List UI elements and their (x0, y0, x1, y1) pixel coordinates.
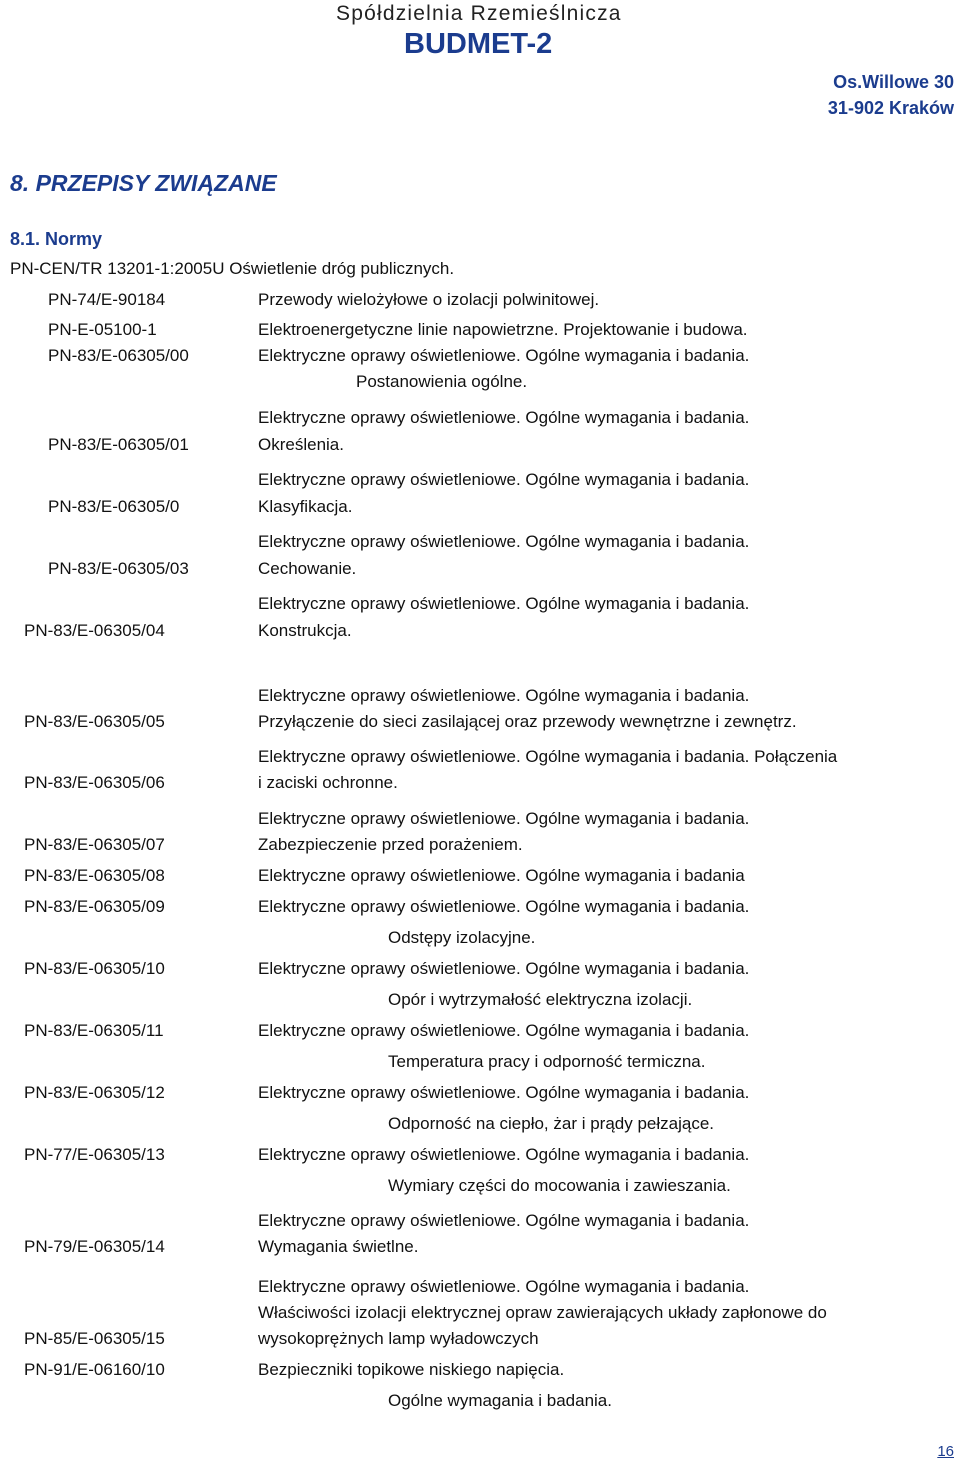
standard-desc: Opór i wytrzymałość elektryczna izolacji. (388, 990, 693, 1009)
standard-desc: wysokoprężnych lamp wyładowczych (258, 1329, 539, 1348)
standard-desc: i zaciski ochronne. (258, 773, 398, 792)
address-street: Os.Willowe 30 (833, 72, 954, 92)
standard-code: PN-E-05100-1 (48, 320, 157, 339)
standard-desc: Ogólne wymagania i badania. (388, 1391, 612, 1410)
standard-desc: Cechowanie. (258, 559, 357, 578)
standard-desc: Elektryczne oprawy oświetleniowe. Ogólne wymagania i badania. (258, 1021, 750, 1040)
standard-desc: Odporność na ciepło, żar i prądy pełzające. (388, 1114, 715, 1133)
subsection-title: 8.1. Normy (10, 229, 103, 249)
section-title: 8. PRZEPISY ZWIĄZANE (10, 170, 277, 196)
standard-desc: Elektroenergetyczne linie napowietrzne. Projektowanie i budowa. (258, 320, 748, 339)
standard-desc: Właściwości izolacji elektrycznej opraw zawierających układy zapłonowe do (258, 1303, 827, 1322)
standard-desc: Elektryczne oprawy oświetleniowe. Ogólne wymagania i badania. (258, 594, 750, 613)
standard-desc: Elektryczne oprawy oświetleniowe. Ogólne wymagania i badania. (258, 897, 750, 916)
standard-desc: Konstrukcja. (258, 621, 352, 640)
standard-code: PN-74/E-90184 (48, 290, 166, 309)
standard-code: PN-91/E-06160/10 (24, 1360, 165, 1379)
standard-code: PN-83/E-06305/01 (48, 435, 189, 454)
standard-desc: Elektryczne oprawy oświetleniowe. Ogólne wymagania i badania (258, 866, 745, 885)
standard-desc: Temperatura pracy i odporność termiczna. (388, 1052, 706, 1071)
standard-code: PN-83/E-06305/12 (24, 1083, 165, 1102)
standard-desc: Wymiary części do mocowania i zawieszania. (388, 1176, 731, 1195)
standard-desc: Postanowienia ogólne. (356, 372, 528, 391)
standard-desc: Elektryczne oprawy oświetleniowe. Ogólne wymagania i badania. (258, 1211, 750, 1230)
standard-desc: Określenia. (258, 435, 344, 454)
standard-desc: Zabezpieczenie przed porażeniem. (258, 835, 523, 854)
company-name: Spółdzielnia Rzemieślnicza (336, 2, 622, 25)
address-city: 31-902 Kraków (827, 98, 954, 118)
standard-desc: Elektryczne oprawy oświetleniowe. Ogólne wymagania i badania. (258, 686, 750, 705)
standard-desc: Elektryczne oprawy oświetleniowe. Ogólne wymagania i badania. (258, 1145, 750, 1164)
standard-desc: Elektryczne oprawy oświetleniowe. Ogólne wymagania i badania. (258, 408, 750, 427)
standard-desc: Elektryczne oprawy oświetleniowe. Ogólne wymagania i badania. (258, 959, 750, 978)
standard-desc: Przyłączenie do sieci zasilającej oraz przewody wewnętrzne i zewnętrz. (258, 712, 797, 731)
standard-code: PN-79/E-06305/14 (24, 1237, 165, 1256)
page-number: 16 (937, 1443, 954, 1460)
company-brand: BUDMET-2 (404, 28, 553, 60)
standard-desc: Elektryczne oprawy oświetleniowe. Ogólne wymagania i badania. (258, 470, 750, 489)
standard-code: PN-83/E-06305/11 (24, 1021, 164, 1040)
standard-code: PN-83/E-06305/07 (24, 835, 165, 854)
standard-desc: Wymagania świetlne. (258, 1237, 419, 1256)
standard-line: PN-CEN/TR 13201-1:2005U Oświetlenie dróg publicznych. (10, 259, 455, 278)
standard-code: PN-83/E-06305/05 (24, 712, 165, 731)
standard-desc: Przewody wielożyłowe o izolacji polwinitowej. (258, 290, 600, 309)
standard-desc: Odstępy izolacyjne. (388, 928, 536, 947)
standard-desc: Elektryczne oprawy oświetleniowe. Ogólne wymagania i badania. (258, 532, 750, 551)
standard-desc: Bezpieczniki topikowe niskiego napięcia. (258, 1360, 565, 1379)
standard-desc: Elektryczne oprawy oświetleniowe. Ogólne wymagania i badania. (258, 346, 750, 365)
standard-desc: Klasyfikacja. (258, 497, 353, 516)
standard-code: PN-83/E-06305/09 (24, 897, 165, 916)
standard-code: PN-83/E-06305/08 (24, 866, 165, 885)
standard-code: PN-83/E-06305/00 (48, 346, 189, 365)
standard-code: PN-85/E-06305/15 (24, 1329, 165, 1348)
standard-desc: Elektryczne oprawy oświetleniowe. Ogólne wymagania i badania. (258, 1083, 750, 1102)
standard-code: PN-83/E-06305/04 (24, 621, 165, 640)
standard-code: PN-83/E-06305/06 (24, 773, 165, 792)
standard-desc: Elektryczne oprawy oświetleniowe. Ogólne wymagania i badania. Połączenia (258, 747, 838, 766)
standard-code: PN-83/E-06305/10 (24, 959, 165, 978)
standard-desc: Elektryczne oprawy oświetleniowe. Ogólne wymagania i badania. (258, 809, 750, 828)
standard-code: PN-77/E-06305/13 (24, 1145, 165, 1164)
standard-code: PN-83/E-06305/03 (48, 559, 189, 578)
standard-desc: Elektryczne oprawy oświetleniowe. Ogólne wymagania i badania. (258, 1277, 750, 1296)
standard-code: PN-83/E-06305/0 (48, 497, 180, 516)
